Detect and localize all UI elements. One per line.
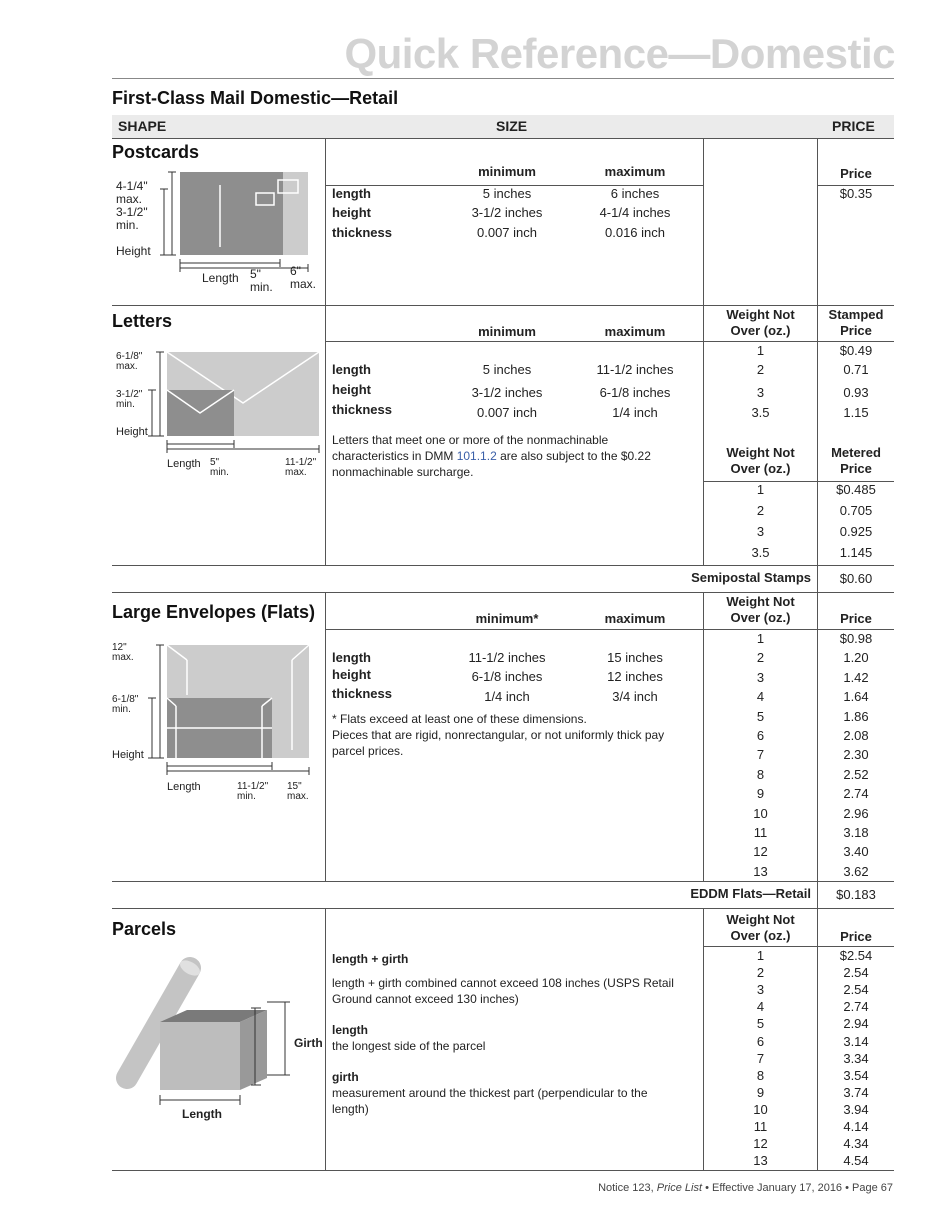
dmm-link[interactable]: 101.1.2 [456,449,497,463]
table-cell: 2 [756,965,765,981]
table-cell: 6 [756,1033,765,1049]
table-cell: 1.64 [843,689,869,705]
pc-dim-height: height [332,205,371,220]
divider-v [325,908,326,1170]
table-cell: 8 [756,766,765,782]
table-cell: 1 [756,948,765,963]
fl-label-min: 6-1/8" min. [112,694,139,715]
table-cell: 5 [756,708,765,724]
table-cell: 1 [756,631,765,646]
table-cell: 4.34 [843,1136,869,1152]
letters-title: Letters [112,311,173,331]
table-cell: 1.145 [839,545,873,560]
table-cell: 3.54 [843,1067,869,1083]
divider-v [325,592,326,881]
lt-label-min: 3-1/2" min. [116,389,143,410]
page-footer: Notice 123, Price List • Effective January 17, 2016 • Page 67 [598,1182,893,1194]
fl-label-max: 12" max. [112,642,134,663]
fl-dim-length: length [332,650,371,665]
table-cell: 1.15 [843,405,869,420]
table-cell: 0.007 inch [477,405,537,420]
table-cell: 6-1/8 inches [471,669,543,684]
table-cell: 9 [756,1084,765,1100]
subheader-rule [704,946,894,947]
table-cell: 6 [756,728,765,743]
parcel-girth-label: Girth [294,1036,323,1050]
table-cell: 0.705 [839,503,873,518]
table-cell: 12 [753,844,768,860]
table-cell: 0.71 [843,362,869,377]
pc-label-max: 4-1/4" max. [116,179,148,206]
fl-label-min-len: 11-1/2" min. [237,781,269,802]
semipostal-price: $0.60 [839,571,873,586]
table-cell: 5 inches [482,186,532,201]
table-cell: 9 [756,786,765,802]
table-cell: 1.86 [843,708,869,724]
table-cell: 3.94 [843,1101,869,1117]
flats-title: Large Envelopes (Flats) [112,602,316,622]
table-cell: 2 [756,503,765,518]
fl-dim-thickness: thickness [332,686,392,701]
table-cell: 4.14 [843,1119,869,1134]
table-cell: 0.93 [843,385,869,400]
pc-label-length: Length [202,271,239,285]
table-cell: 2.54 [843,982,869,998]
subheader-rule [326,629,894,630]
table-cell: 2.96 [843,805,869,821]
divider-h [112,565,894,566]
pc-label-height: Height [116,244,151,258]
table-cell: 1 [756,482,765,497]
flats-note: * Flats exceed at least one of these dimensions. Pieces that are rigid, nonrectangular, or not uniformly thick pay parcel prices. [332,712,665,758]
lt-col-weight2: Weight Not Over (oz.) [726,445,795,476]
table-cell: 3.34 [843,1050,869,1066]
pc-label-5min: 5" min. [250,267,273,294]
fl-col-weight: Weight Not Over (oz.) [726,594,795,625]
table-cell: 3.18 [843,825,869,840]
table-cell: 10 [753,805,768,821]
table-cell: 1 [756,343,765,358]
parcels-notes: length + girth length + girth combined cannot exceed 108 inches (USPS Retail Ground cannot exceed 130 inches) length the longest side of the parcel girth measurement around the thickest part (perpendicular to the length) [332,952,674,1116]
table-cell: 0.925 [839,524,873,539]
table-cell: 11 [753,1119,768,1134]
table-cell: 2 [756,650,765,666]
subheader-rule [326,341,894,342]
table-cell: 4 [756,999,765,1015]
pc-col-price: Price [840,166,872,181]
lt-col-min: minimum [478,324,536,339]
lt-col-stamped: Stamped Price [828,307,884,338]
table-cell: 1/4 inch [484,689,530,704]
lt-label-max: 6-1/8" max. [116,351,143,372]
table-cell: 3-1/2 inches [471,205,543,220]
pr-col-price: Price [840,929,872,944]
parcel-diagram [112,960,322,1125]
table-cell: 5 inches [482,362,532,377]
header-shape: SHAPE [118,118,167,134]
header-price: PRICE [832,118,875,134]
table-cell: 15 inches [607,650,663,665]
fl-col-min: minimum* [475,611,539,626]
lt-col-max: maximum [604,324,666,339]
divider-h [112,908,894,909]
divider-h [112,305,894,306]
section-subtitle: First-Class Mail Domestic—Retail [112,88,399,108]
table-cell: 3.5 [751,545,770,560]
eddm-price: $0.183 [836,887,876,902]
semipostal-label: Semipostal Stamps [691,570,811,585]
fl-label-height: Height [112,749,144,761]
lt-col-weight: Weight Not Over (oz.) [726,307,795,338]
table-cell: 12 inches [607,669,663,684]
table-cell: 1/4 inch [612,405,658,420]
pc-col-max: maximum [604,164,666,179]
table-cell: 2.94 [843,1016,869,1032]
pc-dim-thickness: thickness [332,225,392,240]
table-cell: 3 [756,385,765,400]
table-cell: 2.74 [843,786,869,802]
table-cell: $0.49 [839,343,873,358]
eddm-label: EDDM Flats—Retail [690,886,811,901]
header-size: SIZE [496,118,528,134]
divider-h [112,592,894,593]
postcards-title: Postcards [112,142,200,162]
fl-label-length: Length [167,781,201,793]
parcels-title: Parcels [112,919,177,939]
table-cell: 2.52 [843,766,869,782]
lt-dim-thickness: thickness [332,402,392,417]
table-cell: 4.54 [843,1153,869,1169]
lt-label-height: Height [116,426,148,438]
table-cell: 3.14 [843,1033,869,1049]
table-cell: 13 [753,1153,768,1169]
table-cell: 3-1/2 inches [471,385,543,400]
fl-dim-height: height [332,667,371,682]
table-cell: 3 [756,524,765,539]
pr-col-weight: Weight Not Over (oz.) [726,912,795,943]
table-cell: 3/4 inch [612,689,658,704]
fl-col-max: maximum [604,611,666,626]
table-cell: 0.016 inch [605,225,665,240]
pc-label-min: 3-1/2" min. [116,205,148,232]
table-cell: 11-1/2 inches [596,362,674,377]
table-cell: 8 [756,1067,765,1083]
table-cell: 2.30 [843,747,869,763]
page-title: Quick Reference—Domestic [344,30,895,77]
letter-diagram [112,345,322,465]
lt-label-max-len: 11-1/2" max. [285,457,317,478]
table-cell: 10 [753,1101,768,1117]
table-cell: 1.20 [843,650,869,666]
table-cell: 2.08 [843,728,869,743]
table-cell: 4 [756,689,765,705]
fl-col-price: Price [840,611,872,626]
table-cell: $0.98 [839,631,873,646]
table-cell: $0.485 [836,482,876,497]
lt-col-metered: Metered Price [831,445,881,476]
pc-dim-length: length [332,186,371,201]
pc-label-6max: 6" max. [290,264,317,291]
table-cell: 4-1/4 inches [599,205,671,220]
pc-price: $0.35 [839,186,873,201]
table-cell: 3 [756,982,765,998]
table-cell: 7 [756,747,765,763]
flat-diagram [112,640,322,800]
table-cell: $2.54 [839,948,873,963]
table-cell: 2.74 [843,999,869,1015]
table-cell: 1.42 [843,669,869,685]
fl-label-max-len: 15" max. [287,781,309,802]
lt-label-5min: 5" min. [210,457,229,478]
table-cell: 12 [753,1136,768,1152]
table-cell: 3.74 [843,1084,869,1100]
table-cell: 3.62 [843,863,869,879]
divider-h [112,1170,894,1171]
table-cell: 0.007 inch [477,225,537,240]
title-rule [112,78,894,79]
table-cell: 11 [753,825,768,840]
table-cell: 2.54 [843,965,869,981]
table-header [112,115,894,139]
table-cell: 3.40 [843,844,869,860]
table-cell: 2 [756,362,765,377]
lt-label-length: Length [167,458,201,470]
table-cell: 6-1/8 inches [599,385,671,400]
table-cell: 3.5 [751,405,770,420]
lt-dim-length: length [332,362,371,377]
table-cell: 11-1/2 inches [468,650,546,665]
table-cell: 6 inches [610,186,660,201]
table-cell: 13 [753,863,768,879]
divider-h [112,881,894,882]
table-cell: 7 [756,1050,765,1066]
table-cell: 5 [756,1016,765,1032]
lt-dim-height: height [332,382,371,397]
letters-note: Letters that meet one or more of the nonmachinable characteristics in DMM 101.1.2 are also subject to the $0.22 nonmachinable surcharge. [332,433,651,479]
divider-v [325,138,326,565]
table-cell: 3 [756,669,765,685]
pc-col-min: minimum [478,164,536,179]
parcel-length-label: Length [182,1107,222,1121]
